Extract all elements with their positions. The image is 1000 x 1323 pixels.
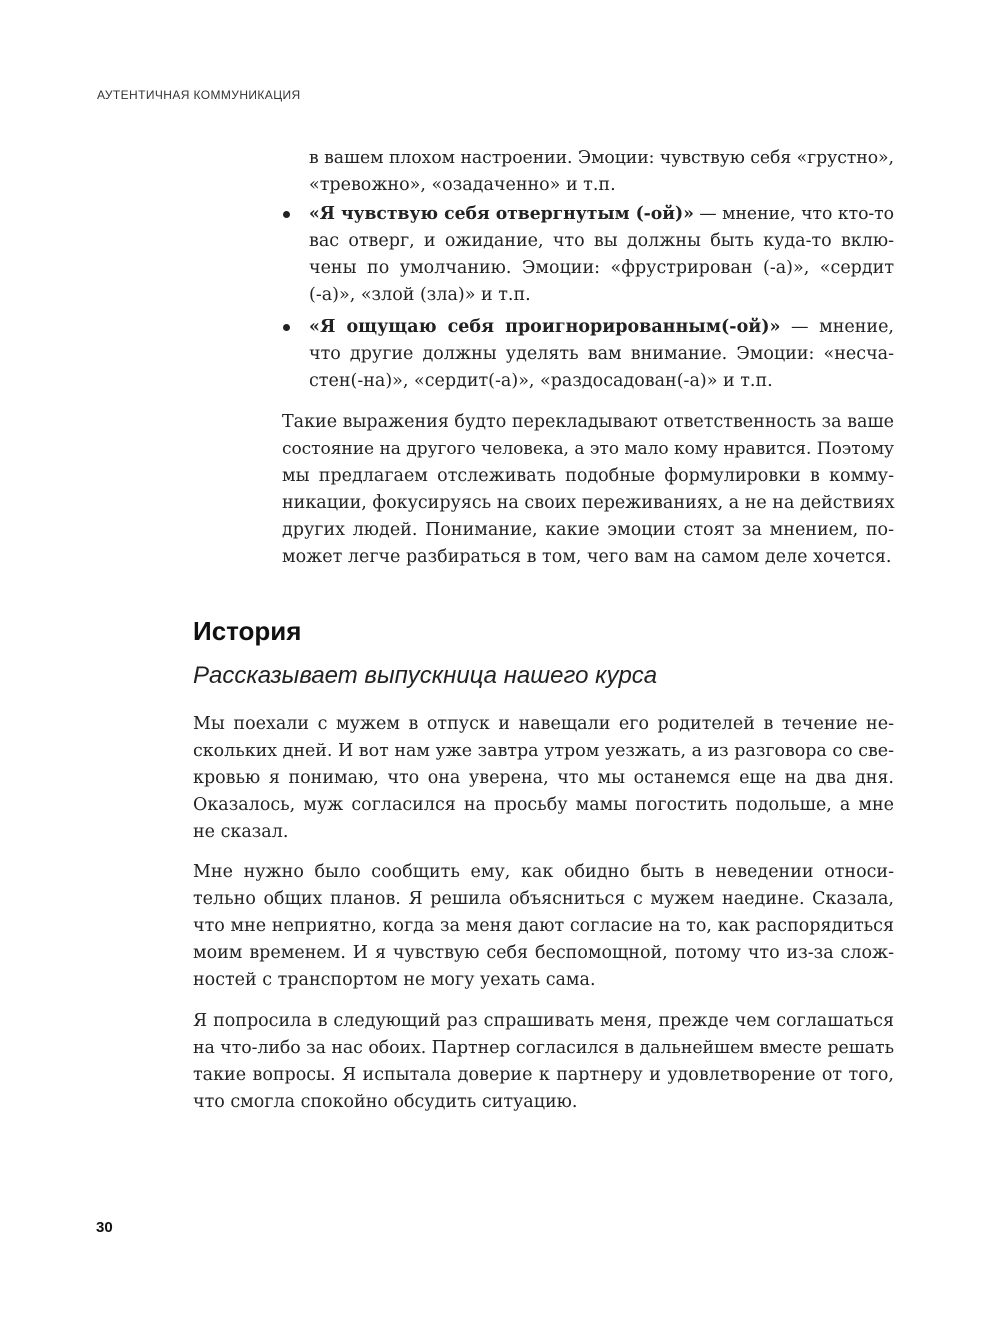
text-line: Оказалось, муж согласился на просьбу мамы погостить подольше, а мне [193, 795, 894, 815]
text-line: — мнение, [780, 317, 894, 337]
running-head: АУТЕНТИЧНАЯ КОММУНИКАЦИЯ [97, 88, 301, 102]
text-line: — мнение, что кто-то [693, 204, 894, 224]
text-line: состояние на другого человека, а это мало кому нравится. Поэтому [282, 439, 894, 459]
text-line: что мне неприятно, когда за меня дают согласие на то, как распорядиться [193, 916, 894, 936]
bullet-term: «Я чувствую себя отвергнутым (-ой)» [309, 204, 694, 224]
text-line: вас отверг, и ожидание, что вы должны быть куда-то вклю- [309, 231, 894, 251]
text-line: Мне нужно было сообщить ему, как обидно быть в неведении относи- [193, 862, 894, 882]
story-paragraph [193, 711, 894, 846]
list-item [279, 314, 894, 395]
text-line: тельно общих планов. Я решила объясниться с мужем наедине. Сказала, [193, 889, 894, 909]
text-line: никации, фокусируясь на своих переживаниях, а не на действиях [282, 493, 895, 513]
text-line: что другие должны уделять вам внимание. Эмоции: «несча- [309, 344, 894, 364]
text-line: других людей. Понимание, какие эмоции стоят за мнением, по- [282, 520, 894, 540]
page-number: 30 [96, 1219, 113, 1236]
text-line: кровью я понимаю, что она уверена, что мы останемся еще на два дня. [193, 768, 894, 788]
section-subtitle: Рассказывает выпускница нашего курса [193, 662, 658, 689]
bullet-term: «Я ощущаю себя проигнорированным(-ой)» [309, 317, 781, 337]
body-paragraph [282, 409, 894, 571]
text-line: ностей с транспортом не могу уехать сама. [193, 970, 596, 990]
text-line: что смогла спокойно обсудить ситуацию. [193, 1092, 578, 1112]
story-paragraph [193, 1008, 894, 1116]
text-line: в вашем плохом настроении. Эмоции: чувствую себя «грустно», [309, 148, 894, 168]
text-line: Такие выражения будто перекладывают ответственность за ваше [282, 412, 895, 432]
text-line: мы предлагаем отслеживать подобные формулировки в комму- [282, 466, 894, 486]
text-line: стен(-на)», «сердит(-а)», «раздосадован(-а)» и т.п. [309, 371, 773, 391]
text-line: «тревожно», «озадаченно» и т.п. [309, 175, 616, 195]
text-line: скольких дней. И вот нам уже завтра утром уезжать, а из разговора со све- [193, 741, 894, 761]
text-line: такие вопросы. Я испытала доверие к партнеру и удовлетворение от того, [193, 1065, 894, 1085]
text-line: (-а)», «злой (зла)» и т.п. [309, 285, 531, 305]
text-line: не сказал. [193, 822, 289, 842]
text-line: чены по умолчанию. Эмоции: «фрустрирован (-а)», «сердит [309, 258, 894, 278]
text-line: моим временем. И я чувствую себя беспомощной, потому что из-за слож- [193, 943, 894, 963]
text-line: Мы поехали с мужем в отпуск и навещали его родителей в течение не- [193, 714, 894, 734]
bullet-list [279, 201, 894, 400]
list-item [279, 201, 894, 309]
continuation-text [309, 145, 894, 199]
text-line: Я попросила в следующий раз спрашивать меня, прежде чем соглашаться [193, 1011, 894, 1031]
story-paragraph [193, 859, 894, 994]
text-line: может легче разбираться в том, чего вам на самом деле хочется. [282, 547, 892, 567]
text-line: на что-либо за нас обоих. Партнер согласился в дальнейшем вместе решать [193, 1038, 894, 1058]
section-title: История [193, 616, 302, 646]
